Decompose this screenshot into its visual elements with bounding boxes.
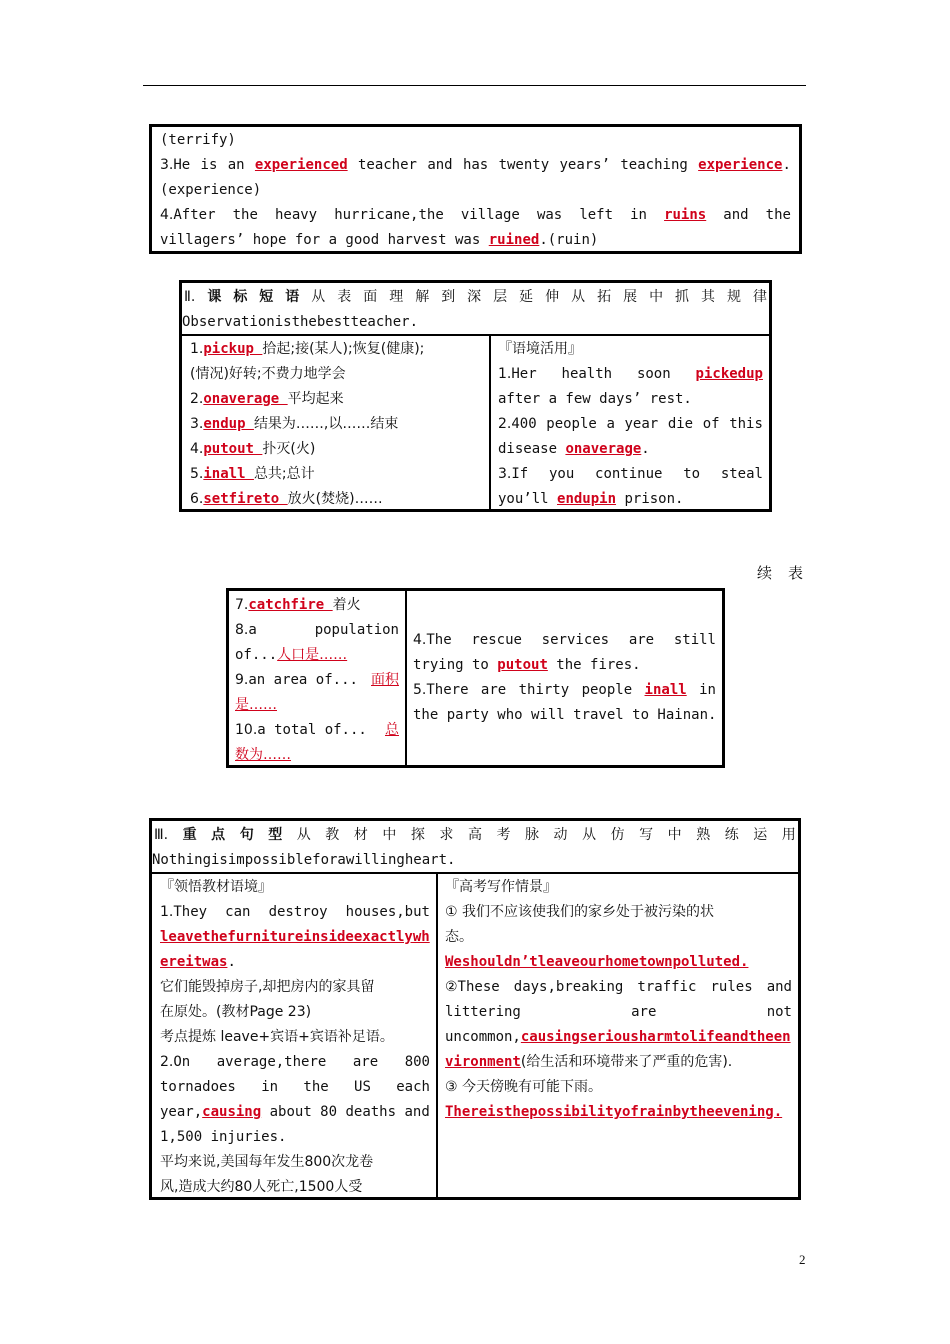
exam-1: ① 我们不应该使我们的家乡处于被污染的状 bbox=[445, 904, 714, 920]
exam-1-cont: 态。 bbox=[445, 929, 473, 945]
phrase-9: 9.an area of... 面积 bbox=[235, 672, 399, 688]
phrase-4: 4.putout 扑灭(火) bbox=[190, 441, 316, 457]
header-rule bbox=[143, 85, 806, 86]
context-1: 1.Her health soon pickedup bbox=[498, 366, 763, 382]
textbook-1: 1.They can destroy houses,but bbox=[160, 904, 430, 920]
key-sentences-table bbox=[149, 818, 801, 1200]
textbook-2-translation: 平均来说,美国每年发生800次龙卷 bbox=[160, 1154, 374, 1170]
exam-2-cont2: uncommon,causingseriousharmtolifeandtheen bbox=[445, 1029, 791, 1045]
answer-ruins: ruins bbox=[664, 207, 707, 223]
exam-2-cont: littering are not bbox=[445, 1004, 792, 1020]
answer-experienced: experienced bbox=[254, 157, 348, 173]
phrase-2: 2.onaverage 平均起来 bbox=[190, 391, 344, 407]
textbook-context bbox=[154, 875, 436, 1197]
sentence-4: 4.After the heavy hurricane,the village was left in ruins and the bbox=[160, 203, 791, 228]
textbook-title: 『领悟教材语境』 bbox=[160, 879, 272, 895]
exam-3-answer: Thereisthepossibilityofrainbytheevening. bbox=[445, 1104, 783, 1120]
textbook-1-answer: leavethefurnitureinsideexactlywh bbox=[160, 929, 430, 945]
textbook-2-cont3: 1,500 injuries. bbox=[160, 1129, 287, 1145]
phrase-5: 5.inall 总共;总计 bbox=[190, 466, 315, 482]
phrases-table bbox=[179, 280, 772, 512]
textbook-1-translation-cont: 在原处。(教材Page 23) bbox=[160, 1004, 312, 1020]
phrase-10: 10.a total of... 总 bbox=[235, 722, 399, 738]
sentence-3: 3.He is an experienced teacher and has twenty years’ teaching experience. bbox=[160, 153, 791, 178]
context-4: 4.The rescue services are still bbox=[413, 632, 716, 648]
textbook-2: 2.On average,there are 800 bbox=[160, 1054, 430, 1070]
exam-title: 『高考写作情景』 bbox=[445, 879, 557, 895]
phrases-table-continued bbox=[226, 588, 725, 768]
sentences-motto: Nothingisimpossibleforawillingheart. bbox=[152, 852, 456, 868]
phrase-7: 7.catchfire 着火 bbox=[235, 597, 361, 613]
context-continued bbox=[407, 591, 722, 765]
textbook-2-cont: tornadoes in the US each bbox=[160, 1079, 430, 1095]
context-1-cont: after a few days’ rest. bbox=[498, 391, 692, 407]
answer-experience: experience bbox=[698, 157, 783, 173]
phrase-9-cont: 是…… bbox=[235, 697, 277, 713]
textbook-1-answer-cont: ereitwas. bbox=[160, 954, 236, 970]
phrase-8: 8.a population bbox=[235, 622, 399, 638]
phrases-header: Ⅱ. 课 标 短 语 从 表 面 理 解 到 深 层 延 伸 从 拓 展 中 抓 其 规 律 bbox=[184, 289, 767, 305]
sentence-4-cont: villagers’ hope for a good harvest was ruined.(ruin) bbox=[160, 232, 599, 248]
context-2: 2.400 people a year die of this bbox=[498, 416, 763, 432]
exam-1-answer: Weshouldn’tleaveourhometownpolluted. bbox=[445, 954, 749, 970]
phrase-10-cont: 数为…… bbox=[235, 747, 291, 763]
context-2-cont: disease onaverage. bbox=[498, 441, 650, 457]
textbook-2-translation-cont: 风,造成大约80人死亡,1500人受 bbox=[160, 1179, 363, 1195]
textbook-2-cont2: year,causing about 80 deaths and bbox=[160, 1104, 430, 1120]
context-5: 5.There are thirty people inall in bbox=[413, 682, 716, 698]
context-title: 『语境活用』 bbox=[498, 341, 582, 357]
continued-label: 续表 bbox=[757, 564, 820, 582]
exam-writing bbox=[439, 875, 798, 1197]
line-terrify: (terrify) bbox=[160, 132, 236, 148]
phrases-context bbox=[492, 337, 769, 509]
sentences-header: Ⅲ. 重 点 句 型 从 教 材 中 探 求 高 考 脉 动 从 仿 写 中 熟 练 运 用 bbox=[154, 827, 796, 843]
page-number: 2 bbox=[799, 1252, 806, 1267]
context-3: 3.If you continue to steal bbox=[498, 466, 763, 482]
phrase-3: 3.endup 结果为……,以……结束 bbox=[190, 416, 399, 432]
phrase-1-cont: (情况)好转;不费力地学会 bbox=[190, 366, 346, 382]
exam-3: ③ 今天傍晚有可能下雨。 bbox=[445, 1079, 603, 1095]
phrases-list-continued bbox=[229, 591, 405, 765]
answer-ruined: ruined bbox=[488, 232, 540, 248]
line-experience: (experience) bbox=[160, 182, 262, 198]
textbook-1-translation: 它们能毁掉房子,却把房内的家具留 bbox=[160, 979, 375, 995]
context-3-cont: you’ll endupin prison. bbox=[498, 491, 684, 507]
phrase-1: 1.pickup 拾起;接(某人);恢复(健康); bbox=[190, 341, 425, 357]
word-forms-table bbox=[149, 124, 802, 254]
exam-2-cont3: vironment(给生活和环境带来了严重的危害). bbox=[445, 1054, 733, 1070]
context-4-cont: trying to putout the fires. bbox=[413, 657, 641, 673]
phrases-motto: Observationisthebestteacher. bbox=[182, 314, 419, 330]
textbook-point: 考点提炼 leave+宾语+宾语补足语。 bbox=[160, 1029, 394, 1045]
context-5-cont: the party who will travel to Hainan. bbox=[413, 707, 716, 723]
phrases-list bbox=[184, 337, 489, 509]
exam-2: ②These days,breaking traffic rules and bbox=[445, 979, 792, 995]
phrase-6: 6.setfireto 放火(焚烧)…… bbox=[190, 491, 383, 507]
phrase-8-cont: of...人口是…… bbox=[235, 647, 348, 663]
